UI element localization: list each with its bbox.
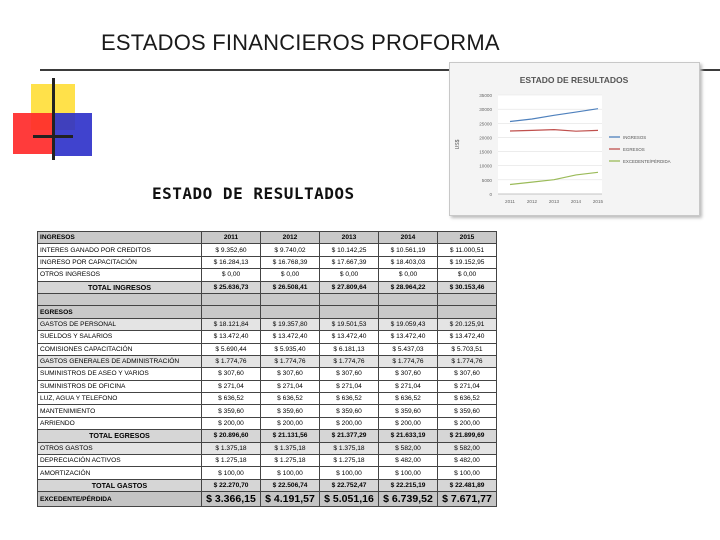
y-tick-label: 25000 — [479, 121, 492, 127]
value-cell: $ 22.215,19 — [379, 479, 438, 491]
value-cell: $ 636,52 — [320, 393, 379, 405]
value-cell: $ 1.774,76 — [202, 355, 261, 367]
x-tick-label: 2014 — [570, 199, 582, 204]
table-row — [38, 269, 497, 281]
y-tick-label: 15000 — [479, 149, 492, 155]
table-row — [38, 455, 497, 467]
value-cell: $ 636,52 — [379, 393, 438, 405]
row-label-cell: ARRIENDO — [38, 417, 202, 429]
value-cell: $ 307,60 — [202, 368, 261, 380]
value-cell: $ 9.352,60 — [202, 244, 261, 256]
value-cell: $ 271,04 — [438, 380, 497, 392]
row-label-cell: INGRESO POR CAPACITACIÓN — [38, 256, 202, 268]
value-cell — [261, 306, 320, 318]
y-tick-label: 20000 — [479, 135, 492, 141]
value-cell — [438, 293, 497, 305]
value-cell: $ 582,00 — [438, 442, 497, 454]
value-cell: $ 22.270,70 — [202, 479, 261, 491]
table-row — [38, 479, 497, 491]
value-cell: $ 200,00 — [379, 417, 438, 429]
table-row — [38, 417, 497, 429]
value-cell: $ 0,00 — [202, 269, 261, 281]
page-title: ESTADOS FINANCIEROS PROFORMA — [101, 30, 500, 55]
value-cell: $ 4.191,57 — [261, 492, 320, 507]
table-row — [38, 380, 497, 392]
value-cell: $ 0,00 — [379, 269, 438, 281]
value-cell: $ 271,04 — [320, 380, 379, 392]
row-label-cell: GASTOS DE PERSONAL — [38, 318, 202, 330]
row-label-cell: DEPRECIACIÓN ACTIVOS — [38, 455, 202, 467]
value-cell: $ 5.051,16 — [320, 492, 379, 507]
value-cell: $ 100,00 — [379, 467, 438, 479]
results-chart-svg — [450, 63, 699, 215]
results-chart — [449, 62, 700, 216]
value-cell — [202, 306, 261, 318]
x-tick-label: 2015 — [592, 199, 604, 204]
value-cell: $ 18.121,84 — [202, 318, 261, 330]
value-cell: $ 1.375,18 — [320, 442, 379, 454]
value-cell: $ 359,60 — [202, 405, 261, 417]
value-cell: $ 100,00 — [320, 467, 379, 479]
value-cell: $ 16.768,39 — [261, 256, 320, 268]
value-cell: $ 21.377,29 — [320, 430, 379, 442]
value-cell: $ 1.275,18 — [202, 455, 261, 467]
value-cell: $ 1.375,18 — [202, 442, 261, 454]
value-cell: $ 28.964,22 — [379, 281, 438, 293]
value-cell: $ 11.000,51 — [438, 244, 497, 256]
plot-area — [498, 95, 602, 194]
value-cell: 2014 — [379, 232, 438, 244]
value-cell: $ 5.690,44 — [202, 343, 261, 355]
row-label-cell: TOTAL GASTOS — [38, 479, 202, 491]
legend-label: EXCEDENTE/PÉRDIDA — [623, 158, 671, 164]
value-cell: $ 6.181,13 — [320, 343, 379, 355]
legend-label: EGRESOS — [623, 146, 645, 152]
value-cell: $ 22.481,89 — [438, 479, 497, 491]
value-cell — [261, 293, 320, 305]
value-cell: $ 482,00 — [379, 455, 438, 467]
value-cell: $ 0,00 — [438, 269, 497, 281]
value-cell: 2012 — [261, 232, 320, 244]
value-cell: $ 1.275,18 — [261, 455, 320, 467]
table-row — [38, 430, 497, 442]
value-cell: $ 1.774,76 — [379, 355, 438, 367]
value-cell: $ 200,00 — [320, 417, 379, 429]
vertical-bar — [52, 78, 55, 160]
table-row — [38, 442, 497, 454]
value-cell: $ 21.131,56 — [261, 430, 320, 442]
table-row — [38, 355, 497, 367]
value-cell: $ 0,00 — [261, 269, 320, 281]
table-row — [38, 393, 497, 405]
table-row — [38, 331, 497, 343]
value-cell: $ 1.774,76 — [438, 355, 497, 367]
value-cell: $ 13.472,40 — [379, 331, 438, 343]
table-row — [38, 318, 497, 330]
row-label-cell: AMORTIZACIÓN — [38, 467, 202, 479]
table-row — [38, 306, 497, 318]
value-cell: $ 482,00 — [438, 455, 497, 467]
row-label-cell: INGRESOS — [38, 232, 202, 244]
value-cell: $ 3.366,15 — [202, 492, 261, 507]
value-cell: $ 17.667,39 — [320, 256, 379, 268]
table-row — [38, 293, 497, 305]
y-tick-label: 0 — [489, 192, 492, 197]
value-cell: $ 5.437,03 — [379, 343, 438, 355]
row-label-cell — [38, 293, 202, 305]
value-cell: $ 1.275,18 — [320, 455, 379, 467]
value-cell: $ 100,00 — [438, 467, 497, 479]
value-cell: $ 9.740,02 — [261, 244, 320, 256]
value-cell: $ 21.899,69 — [438, 430, 497, 442]
value-cell: $ 26.508,41 — [261, 281, 320, 293]
row-label-cell: TOTAL INGRESOS — [38, 281, 202, 293]
value-cell: $ 13.472,40 — [261, 331, 320, 343]
value-cell: $ 19.501,53 — [320, 318, 379, 330]
row-label-cell: EGRESOS — [38, 306, 202, 318]
row-label-cell: INTERES GANADO POR CREDITOS — [38, 244, 202, 256]
value-cell: $ 21.633,19 — [379, 430, 438, 442]
row-label-cell: OTROS GASTOS — [38, 442, 202, 454]
y-tick-label: 10000 — [479, 163, 492, 169]
table-row — [38, 405, 497, 417]
value-cell — [202, 293, 261, 305]
row-label-cell: OTROS INGRESOS — [38, 269, 202, 281]
x-tick-label: 2012 — [526, 199, 538, 204]
value-cell: $ 359,60 — [438, 405, 497, 417]
value-cell: $ 359,60 — [261, 405, 320, 417]
value-cell: $ 200,00 — [261, 417, 320, 429]
value-cell — [438, 306, 497, 318]
value-cell: $ 359,60 — [320, 405, 379, 417]
value-cell: $ 20.125,91 — [438, 318, 497, 330]
value-cell: $ 1.774,76 — [261, 355, 320, 367]
value-cell: 2011 — [202, 232, 261, 244]
x-tick-label: 2011 — [505, 199, 515, 204]
x-tick-label: 2013 — [548, 199, 560, 204]
table-row — [38, 467, 497, 479]
value-cell: $ 1.375,18 — [261, 442, 320, 454]
y-tick-label: 35000 — [479, 93, 492, 98]
value-cell: $ 13.472,40 — [202, 331, 261, 343]
value-cell: $ 0,00 — [320, 269, 379, 281]
value-cell: $ 271,04 — [261, 380, 320, 392]
value-cell: $ 307,60 — [261, 368, 320, 380]
row-label-cell: MANTENIMIENTO — [38, 405, 202, 417]
value-cell: $ 7.671,77 — [438, 492, 497, 507]
results-table-body — [38, 232, 497, 507]
table-row — [38, 492, 497, 507]
y-tick-label: 5000 — [481, 177, 492, 183]
value-cell: $ 22.506,74 — [261, 479, 320, 491]
value-cell: $ 582,00 — [379, 442, 438, 454]
table-row — [38, 368, 497, 380]
value-cell: $ 307,60 — [320, 368, 379, 380]
value-cell: $ 5.935,40 — [261, 343, 320, 355]
value-cell: $ 1.774,76 — [320, 355, 379, 367]
value-cell: $ 16.284,13 — [202, 256, 261, 268]
value-cell: $ 200,00 — [202, 417, 261, 429]
y-axis-label: US$ — [455, 139, 461, 150]
value-cell: $ 307,60 — [379, 368, 438, 380]
results-table — [37, 231, 497, 507]
horizontal-bar — [33, 135, 73, 138]
value-cell: $ 5.703,51 — [438, 343, 497, 355]
value-cell: $ 19.152,95 — [438, 256, 497, 268]
value-cell: $ 200,00 — [438, 417, 497, 429]
value-cell: $ 19.059,43 — [379, 318, 438, 330]
value-cell: $ 6.739,52 — [379, 492, 438, 507]
value-cell: $ 22.752,47 — [320, 479, 379, 491]
value-cell — [379, 293, 438, 305]
value-cell: $ 359,60 — [379, 405, 438, 417]
table-row — [38, 343, 497, 355]
value-cell: $ 10.142,25 — [320, 244, 379, 256]
row-label-cell: EXCEDENTE/PÉRDIDA — [38, 492, 202, 507]
value-cell: $ 20.896,60 — [202, 430, 261, 442]
results-table-container — [37, 231, 496, 505]
row-label-cell: SUELDOS Y SALARIOS — [38, 331, 202, 343]
value-cell: $ 636,52 — [202, 393, 261, 405]
table-row — [38, 232, 497, 244]
legend-label: INGRESOS — [623, 134, 647, 140]
value-cell: 2015 — [438, 232, 497, 244]
row-label-cell: GASTOS GENERALES DE ADMINISTRACIÓN — [38, 355, 202, 367]
table-row — [38, 281, 497, 293]
table-row — [38, 244, 497, 256]
value-cell: $ 307,60 — [438, 368, 497, 380]
value-cell: $ 13.472,40 — [438, 331, 497, 343]
value-cell: $ 100,00 — [202, 467, 261, 479]
value-cell: $ 636,52 — [261, 393, 320, 405]
value-cell: $ 100,00 — [261, 467, 320, 479]
value-cell: $ 636,52 — [438, 393, 497, 405]
row-label-cell: LUZ, AGUA Y TELEFONO — [38, 393, 202, 405]
red-square — [13, 113, 55, 154]
row-label-cell: COMISIONES CAPACITACIÓN — [38, 343, 202, 355]
value-cell: $ 30.153,46 — [438, 281, 497, 293]
row-label-cell: SUMINISTROS DE ASEO Y VARIOS — [38, 368, 202, 380]
value-cell: $ 18.403,03 — [379, 256, 438, 268]
chart-title: ESTADO DE RESULTADOS — [519, 75, 629, 85]
value-cell: $ 13.472,40 — [320, 331, 379, 343]
y-tick-label: 30000 — [479, 107, 492, 113]
value-cell: $ 19.357,80 — [261, 318, 320, 330]
value-cell: $ 27.809,64 — [320, 281, 379, 293]
value-cell: $ 271,04 — [202, 380, 261, 392]
row-label-cell: TOTAL EGRESOS — [38, 430, 202, 442]
value-cell — [320, 306, 379, 318]
value-cell: $ 25.636,73 — [202, 281, 261, 293]
value-cell: $ 10.561,19 — [379, 244, 438, 256]
value-cell — [379, 306, 438, 318]
value-cell: $ 271,04 — [379, 380, 438, 392]
row-label-cell: SUMINISTROS DE OFICINA — [38, 380, 202, 392]
value-cell — [320, 293, 379, 305]
table-row — [38, 256, 497, 268]
value-cell: 2013 — [320, 232, 379, 244]
section-subtitle: ESTADO DE RESULTADOS — [152, 184, 355, 203]
